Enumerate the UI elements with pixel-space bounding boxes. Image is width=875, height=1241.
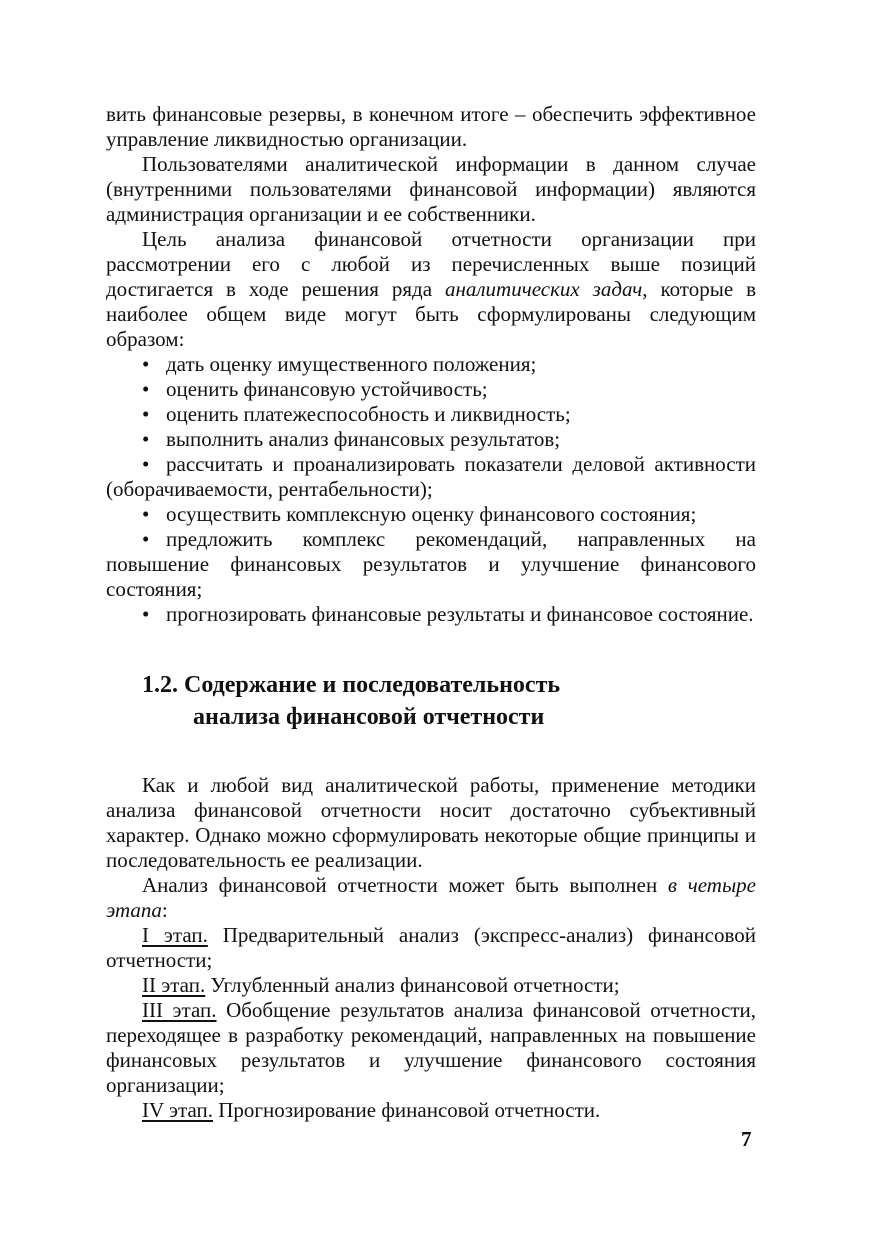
list-item-text: осуществить комплексную оценку финансового состояния; xyxy=(166,502,697,526)
list-item-text: оценить финансовую устойчивость; xyxy=(166,377,488,401)
paragraph: Как и любой вид аналитической работы, применение методики анализа финансовой отчетности носит достаточно субъективный характер. Однако можно сформулировать некоторые общие принципы и последовательность ее реализации. xyxy=(106,773,756,872)
heading-line: 1.2. Содержание и последовательность xyxy=(142,672,561,698)
list-item-text: оценить платежеспособность и ликвидность; xyxy=(166,402,571,426)
bullet-icon: • xyxy=(142,427,150,451)
stage-label: IV этап. xyxy=(142,1098,214,1122)
paragraph: Пользователями аналитической информации в данном случае (внутренними пользователями финансовой информации) являются администрация организации и ее собственники. xyxy=(106,152,756,226)
list-item-text: рассчитать и проанализировать показатели деловой активности (оборачиваемости, рентабельности); xyxy=(106,452,756,501)
text-run: Цель анализа финансовой отчетности организации при рассмотрении его с любой из перечисленных выше позиций достигается в ходе решения ряда xyxy=(106,227,756,301)
emphasis: в четыре этапа xyxy=(106,873,756,922)
stage-label: III этап. xyxy=(142,998,217,1022)
text-run: Анализ финансовой отчетности может быть выполнен xyxy=(142,873,668,897)
list-item xyxy=(106,452,756,502)
stage-label: I этап. xyxy=(142,923,208,947)
list-item xyxy=(106,427,756,452)
bullet-icon: • xyxy=(142,502,150,526)
bullet-icon: • xyxy=(142,602,150,626)
stage-label: II этап. xyxy=(142,973,206,997)
bullet-icon: • xyxy=(142,452,150,476)
stage-item xyxy=(106,923,756,973)
page-body xyxy=(106,102,756,1123)
text-run: : xyxy=(161,898,168,922)
list-item-text: предложить комплекс рекомендаций, направленных на повышение финансовых результатов и улучшение финансового состояния; xyxy=(106,527,756,601)
task-list xyxy=(106,352,756,627)
list-item xyxy=(106,377,756,402)
list-item-text: выполнить анализ финансовых результатов; xyxy=(166,427,561,451)
stage-text: Предварительный анализ (экспресс-анализ) финансовой отчетности; xyxy=(106,923,757,972)
paragraph xyxy=(106,227,756,352)
paragraph: вить финансовые резервы, в конечном итоге – обеспечить эффективное управление ликвидностью организации. xyxy=(106,102,756,151)
page-number: 7 xyxy=(741,1127,752,1151)
section-heading xyxy=(142,669,756,733)
list-item-text: прогнозировать финансовые результаты и финансовое состояние. xyxy=(166,602,754,626)
list-item xyxy=(106,602,756,627)
stage-text: Обобщение результатов анализа финансовой отчетности, переходящее в разработку рекомендаций, направленных на повышение финансовых результатов и улучшение финансового состояния организации; xyxy=(106,998,756,1097)
bullet-icon: • xyxy=(142,377,150,401)
emphasis: аналитических задач xyxy=(444,277,643,301)
stage-item xyxy=(106,1098,756,1123)
stage-text: Углубленный анализ финансовой отчетности; xyxy=(205,973,620,997)
list-item xyxy=(106,352,756,377)
stage-item xyxy=(106,973,756,998)
bullet-icon: • xyxy=(142,527,150,551)
paragraph xyxy=(106,873,756,923)
text-run: , которые в наиболее общем виде могут быть сформулированы следующим образом: xyxy=(106,277,756,351)
heading-line: анализа финансовой отчетности xyxy=(193,704,545,730)
bullet-icon: • xyxy=(142,352,150,376)
stage-text: Прогнозирование финансовой отчетности. xyxy=(213,1098,601,1122)
bullet-icon: • xyxy=(142,402,150,426)
list-item xyxy=(106,502,756,527)
list-item-text: дать оценку имущественного положения; xyxy=(166,352,537,376)
list-item xyxy=(106,402,756,427)
stage-list xyxy=(106,923,756,1123)
stage-item xyxy=(106,998,756,1098)
list-item xyxy=(106,527,756,602)
